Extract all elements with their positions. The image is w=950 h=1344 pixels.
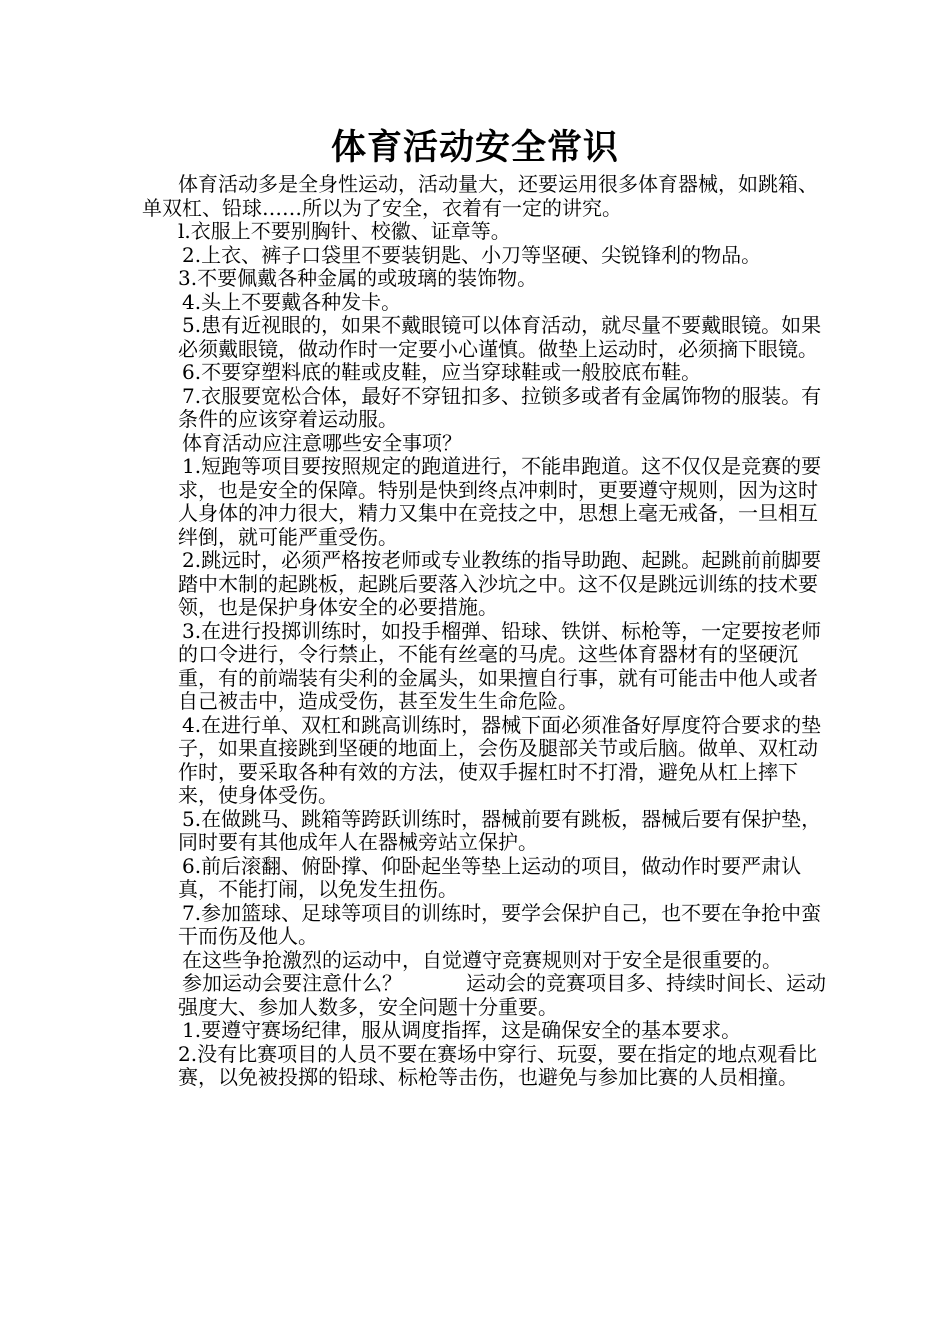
safety-rule-1: 1.短跑等项目要按照规定的跑道进行，不能串跑道。这不仅仅是竞赛的要求，也是安全的保障。特别是快到终点冲刺时，更要遵守规则，因为这时人身体的冲力很大，精力又集中在竞技之中，思想上毫无戒备，一旦相互绊倒，就可能严重受伤。: [178, 454, 822, 549]
clothing-rule-2: 2.上衣、裤子口袋里不要装钥匙、小刀等坚硬、尖锐锋利的物品。: [182, 242, 762, 267]
clothing-rule-6: 6.不要穿塑料底的鞋或皮鞋，应当穿球鞋或一般胶底布鞋。: [182, 360, 702, 384]
safety-rule-4: 4.在进行单、双杠和跳高训练时，器械下面必须准备好厚度符合要求的垫子，如果直接跳到坚硬的地面上，会伤及腿部关节或后脑。做单、双杠动作时，要采取各种有效的方法，使双手握杠时不打滑，避免从杠上摔下来，使身体受伤。: [178, 712, 822, 807]
intro-paragraph: 体育活动多是全身性运动，活动量大，还要运用很多体育器械，如跳箱、单双杠、铅球……所以为了安全，衣着有一定的讲究。: [142, 172, 818, 220]
sports-meet-rule-2: 2.没有比赛项目的人员不要在赛场中穿行、玩耍，要在指定的地点观看比赛，以免被投掷的铅球、标枪等击伤，也避免与参加比赛的人员相撞。: [178, 1041, 818, 1089]
safety-rule-7: 7.参加篮球、足球等项目的训练时，要学会保护自己，也不要在争抢中蛮干而伤及他人。: [178, 900, 822, 948]
sports-meet-rule-1: 1.要遵守赛场纪律，服从调度指挥，这是确保安全的基本要求。: [182, 1018, 742, 1042]
safety-rule-6: 6.前后滚翻、俯卧撑、仰卧起坐等垫上运动的项目，做动作时要严肃认真，不能打闹，以免发生扭伤。: [178, 853, 802, 901]
document-title: 体育活动安全常识: [330, 127, 619, 168]
sports-meet-heading: 参加运动会要注意什么？: [182, 971, 402, 995]
sports-meet-section: [178, 972, 828, 1019]
clothing-rule-1: l.衣服上不要别胸针、校徽、证章等。: [178, 219, 511, 243]
clothing-rule-3: 3.不要佩戴各种金属的或玻璃的装饰物。: [178, 266, 538, 290]
clothing-rule-7: 7.衣服要宽松合体，最好不穿钮扣多、拉锁多或者有金属饰物的服装。有条件的应该穿着运动服。: [178, 383, 822, 431]
clothing-rule-4: 4.头上不要戴各种发卡。: [182, 289, 402, 314]
document-body: [142, 172, 828, 1090]
safety-rule-3: 3.在进行投掷训练时，如投手榴弹、铅球、铁饼、标枪等，一定要按老师的口令进行，令行禁止，不能有丝毫的马虎。这些体育器材有的坚硬沉重，有的前端装有尖利的金属头，如果擅自行事，就有可能击中他人或者自己被击中，造成受伤，甚至发生生命危险。: [178, 618, 822, 713]
safety-rule-2: 2.跳远时，必须严格按老师或专业教练的指导助跑、起跳。起跳前前脚要踏中木制的起跳板，起跳后要落入沙坑之中。这不仅是跳远训练的技术要领，也是保护身体安全的必要措施。: [178, 548, 822, 619]
safety-rule-5: 5.在做跳马、跳箱等跨跃训练时，器械前要有跳板，器械后要有保护垫，同时要有其他成年人在器械旁站立保护。: [178, 806, 822, 854]
sports-meet-intro: 运动会的竞赛项目多、持续时间长、运动强度大、参加人数多，安全问题十分重要。: [178, 971, 826, 1019]
clothing-rule-5: 5.患有近视眼的，如果不戴眼镜可以体育活动，就尽量不要戴眼镜。如果必须戴眼镜，做动作时一定要小心谨慎。做垫上运动时，必须摘下眼镜。: [178, 313, 822, 361]
safety-heading: 体育活动应注意哪些安全事项？: [182, 430, 462, 455]
competition-note: 在这些争抢激烈的运动中，自觉遵守竞赛规则对于安全是很重要的。: [182, 947, 782, 972]
